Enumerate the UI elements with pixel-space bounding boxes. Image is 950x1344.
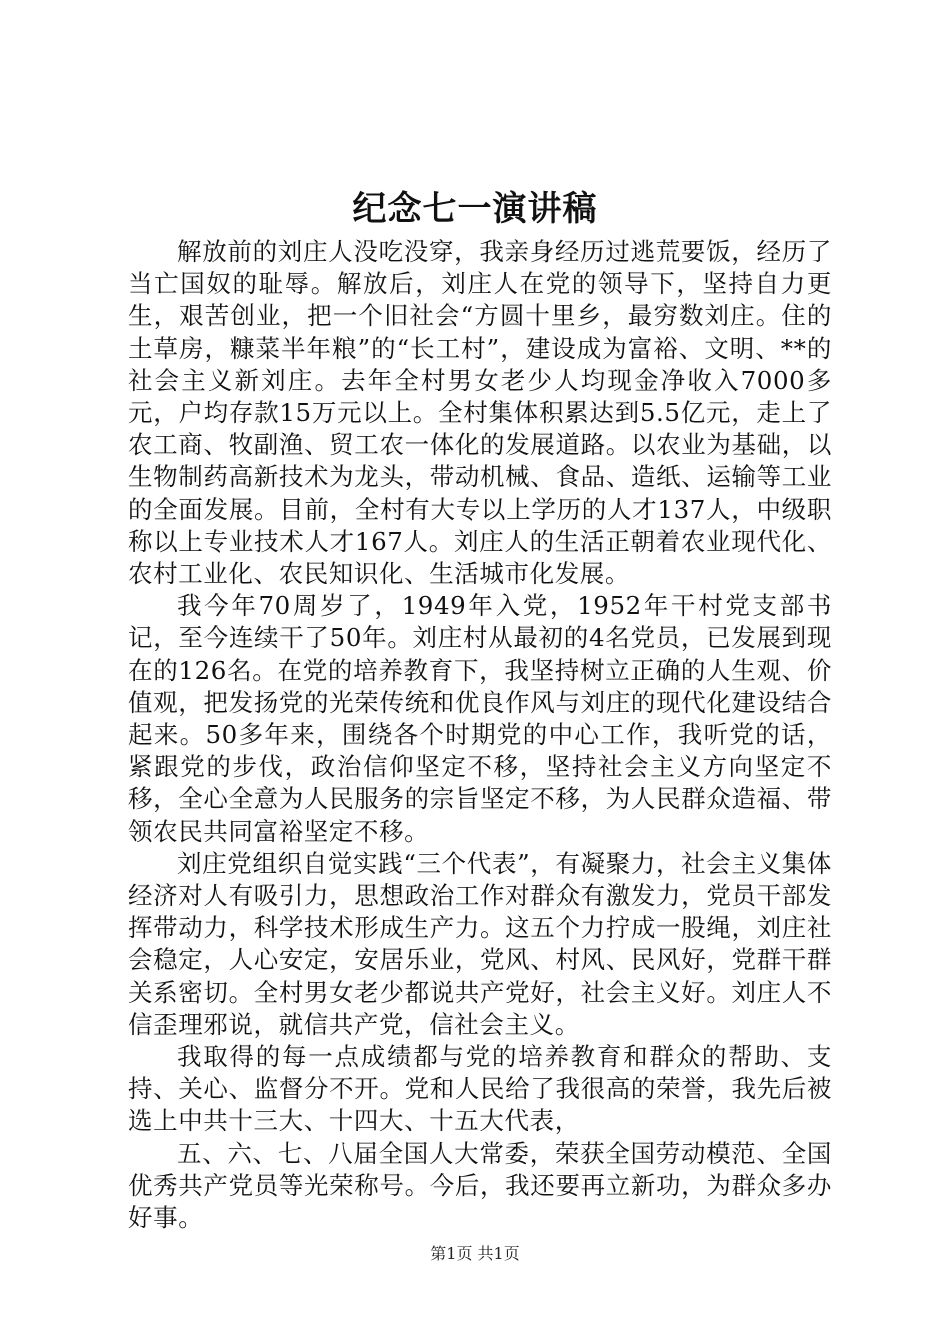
paragraph-1: 解放前的刘庄人没吃没穿，我亲身经历过逃荒要饭，经历了当亡国奴的耻辱。解放后，刘庄人在党的领导下，坚持自力更生，艰苦创业，把一个旧社会“方圆十里乡，最穷数刘庄。住的土草房，糠菜半年粮”的“长工村”，建设成为富裕、文明、**的社会主义新刘庄。去年全村男女老少人均现金净收入7000多元，户均存款15万元以上。全村集体积累达到5.5亿元，走上了农工商、牧副渔、贸工农一体化的发展道路。以农业为基础，以生物制药高新技术为龙头，带动机械、食品、造纸、运输等工业的全面发展。目前，全村有大专以上学历的人才137人，中级职称以上专业技术人才167人。刘庄人的生活正朝着农业现代化、农村工业化、农民知识化、生活城市化发展。	[128, 237, 832, 589]
paragraph-4: 我取得的每一点成绩都与党的培养教育和群众的帮助、支持、关心、监督分不开。党和人民给了我很高的荣誉，我先后被选上中共十三大、十四大、十五大代表，	[128, 1042, 832, 1136]
paragraph-5: 五、六、七、八届全国人大常委，荣获全国劳动模范、全国优秀共产党员等光荣称号。今后，我还要再立新功，为群众多办好事。	[128, 1138, 832, 1233]
paragraph-3: 刘庄党组织自觉实践“三个代表”，有凝聚力，社会主义集体经济对人有吸引力，思想政治工作对群众有激发力，党员干部发挥带动力，科学技术形成生产力。这五个力拧成一股绳，刘庄社会稳定，人心安定，安居乐业，党风、村风、民风好，党群干群关系密切。全村男女老少都说共产党好，社会主义好。刘庄人不信歪理邪说，就信共产党，信社会主义。	[128, 848, 832, 1039]
paragraph-2: 我今年70周岁了，1949年入党，1952年干村党支部书记，至今连续干了50年。刘庄村从最初的4名党员，已发展到现在的126名。在党的培养教育下，我坚持树立正确的人生观、价值观，把发扬党的光荣传统和优良作风与刘庄的现代化建设结合起来。50多年来，围绕各个时期党的中心工作，我听党的话，紧跟党的步伐，政治信仰坚定不移，坚持社会主义方向坚定不移，全心全意为人民服务的宗旨坚定不移，为人民群众造福、带领农民共同富裕坚定不移。	[128, 591, 832, 846]
document-body	[128, 236, 832, 1234]
page-footer: 第1页 共1页	[430, 1244, 520, 1263]
document-title: 纪念七一演讲稿	[352, 189, 598, 229]
